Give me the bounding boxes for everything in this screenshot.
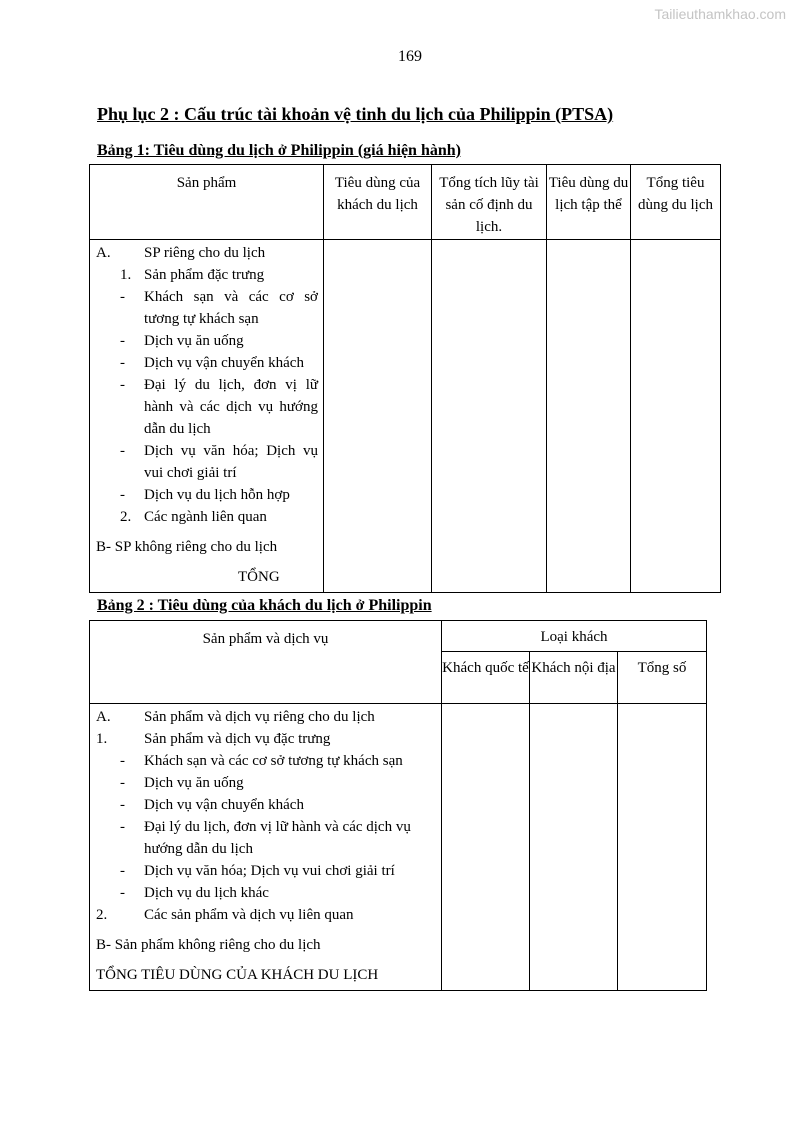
appendix-title: Phụ lục 2 : Cấu trúc tài khoản vệ tinh du lịch của Philippin (PTSA) — [97, 104, 614, 124]
table1-value-cell — [432, 240, 547, 593]
table2-header-domestic: Khách nội địa — [530, 652, 618, 704]
table1-header-fixed-capital: Tổng tích lũy tài sản cố định du lịch. — [432, 165, 547, 240]
list-item: - Dịch vụ ăn uống — [120, 333, 244, 349]
table1-total: TỔNG — [238, 569, 280, 585]
list-item: - Dịch vụ du lịch khác — [120, 885, 269, 901]
table1-header-product: Sản phẩm — [90, 165, 324, 240]
list-item: 2. Các ngành liên quan — [120, 509, 267, 525]
page-number: 169 — [398, 48, 422, 65]
table2-header-product: Sản phẩm và dịch vụ — [90, 621, 442, 704]
list-item: - Dịch vụ ăn uống — [120, 775, 244, 791]
table2-header-international: Khách quốc tế — [442, 652, 530, 704]
list-item: - Khách sạn và các cơ sở tương tự khách sạn — [120, 289, 318, 327]
list-item: - Đại lý du lịch, đơn vị lữ hành và các dịch vụ hướng dẫn du lịch — [120, 377, 318, 437]
table1-header-total-consumption: Tổng tiêu dùng du lịch — [631, 165, 721, 240]
list-item: A. SP riêng cho du lịch — [96, 245, 266, 261]
table1-product-cell — [90, 240, 324, 593]
table1-b-row: B- SP không riêng cho du lịch — [96, 539, 278, 555]
table2-header-visitor-type: Loại khách — [442, 621, 707, 652]
table1 — [89, 164, 721, 593]
list-item: A. Sản phẩm và dịch vụ riêng cho du lịch — [96, 709, 375, 725]
table2-value-cell — [442, 704, 530, 991]
list-item: - Dịch vụ văn hóa; Dịch vụ vui chơi giải trí — [120, 443, 318, 481]
table2-total: TỔNG TIÊU DÙNG CỦA KHÁCH DU LỊCH — [96, 967, 379, 983]
table2-value-cell — [530, 704, 618, 991]
table1-caption: Bảng 1: Tiêu dùng du lịch ở Philippin (giá hiện hành) — [97, 142, 461, 159]
table2-caption: Bảng 2 : Tiêu dùng của khách du lịch ở Philippin — [97, 597, 432, 614]
table2-product-cell — [90, 704, 442, 991]
table2-b-row: B- Sản phẩm không riêng cho du lịch — [96, 937, 321, 953]
table1-header-collective-consumption: Tiêu dùng du lịch tập thể — [547, 165, 631, 240]
list-item: - Dịch vụ du lịch hỗn hợp — [120, 487, 290, 503]
list-item: - Dịch vụ văn hóa; Dịch vụ vui chơi giải trí — [120, 863, 395, 879]
table1-value-cell — [631, 240, 721, 593]
watermark: Tailieuthamkhao.com — [654, 6, 786, 22]
table2 — [89, 620, 707, 991]
list-item: - Dịch vụ vận chuyển khách — [120, 797, 304, 813]
table1-value-cell — [324, 240, 432, 593]
list-item: - Dịch vụ vận chuyển khách — [120, 355, 304, 371]
list-item: 1. Sản phẩm và dịch vụ đặc trưng — [96, 731, 331, 747]
list-item: 2. Các sản phẩm và dịch vụ liên quan — [96, 907, 354, 923]
table2-header-total: Tổng số — [618, 652, 707, 704]
list-item: 1. Sản phẩm đặc trưng — [120, 267, 265, 283]
list-item: - Khách sạn và các cơ sở tương tự khách sạn — [120, 753, 403, 769]
list-item: - Đại lý du lịch, đơn vị lữ hành và các dịch vụ hướng dẫn du lịch — [120, 819, 411, 857]
table1-header-tourist-consumption: Tiêu dùng của khách du lịch — [324, 165, 432, 240]
table2-value-cell — [618, 704, 707, 991]
table1-value-cell — [547, 240, 631, 593]
